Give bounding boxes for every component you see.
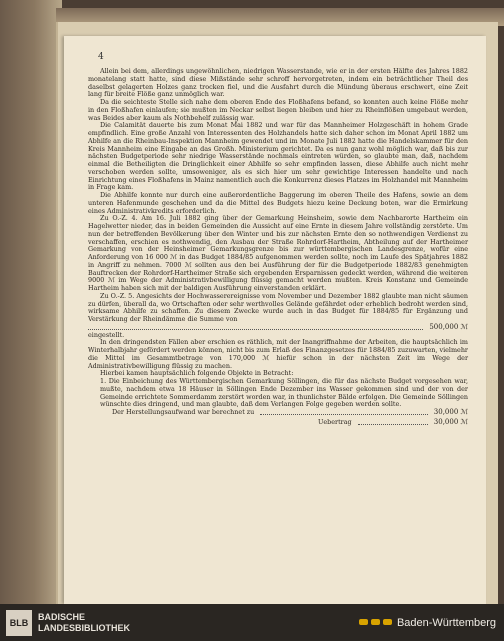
paragraph: In den dringendsten Fällen aber erschien es räthlich, mit der Inangriffnahme der Arbeiten, die hauptsächlich im Winterhalbjahr gefördert werden können, nicht bis zum Erlaß des Finanzgesetzes für 1884/85 zuzuwarten, vielmehr die Mittel im Gesammtbetrage von 170,000 ℳ hiefür schon in der nächsten Zeit im Wege der Administrativbewilligung flüssig zu machen. <box>88 338 468 370</box>
amount-row <box>88 324 468 332</box>
leader-dots <box>358 419 428 425</box>
carry-amount: 30,000 ℳ <box>433 417 468 426</box>
paragraph: Da die seichteste Stelle sich nahe dem oberen Ende des Floßhafens befand, so konnten auch keine Flöße mehr in den Floßhafen einlaufen; sie mußten im Neckar selbst liegen bleiben und hier zu Rheinflößen umgebaut werden, was Beides aber kaum als Nothbehelf zulässig war. <box>88 98 468 122</box>
cost-line-soellingen <box>88 409 468 417</box>
carry-over-line <box>88 419 468 427</box>
list-item: 1. Die Einbeichung des Württembergischen Gemarkung Söllingen, die für das nächste Budget vorgesehen war, mußte, nachdem etwa 18 Häuser in Söllingen Ende Dezember ins Wasser gekommen sind und der von der Gemeinde errichtete Sommerdamm zerstört worden war, in thunlichster Bälde erfolgen. Die Gemeinde Söllingen wünschte dies dringend, und man glaubte, daß dem Verlangen Folge gegeben werden sollte. <box>100 377 468 409</box>
bw-logo-link[interactable] <box>359 613 496 633</box>
paragraph: Zu O.-Z. 5. Angesichts der Hochwasserereignisse vom November und Dezember 1882 glaubte man nicht säumen zu dürfen, überall da, wo Ortschaften oder sehr werthvolles Gelände gefährdet oder erheblich bedroht werden sind, wirksame Abhilfe zu schaffen. Zu diesem Zwecke wurde auch in das Budget für 1884/85 für Ergänzung und Verstärkung der Rheindämme die Summe von <box>88 291 468 323</box>
blb-name-line2: LANDESBIBLIOTHEK <box>38 622 130 633</box>
blb-name <box>38 612 130 634</box>
leader-dots <box>260 409 427 415</box>
page-body-text <box>88 68 468 427</box>
amount-soellingen: 30,000 ℳ <box>433 408 468 416</box>
blb-logo-icon: BLB <box>6 610 32 636</box>
paragraph: Zu O.-Z. 4. Am 16. Juli 1882 ging über der Gemarkung Heinsheim, sowie dem Nachbarorte Hartheim ein Hagelwetter nieder, das in beiden Gemeinden die Aussicht auf eine Ernte in diesem Jahre vollständig zerstörte. Um nun der betreffenden Bevölkerung über den Winter und bis zur nächsten Ernte den so nothwendigen Verdienst zu verschaffen, erschien es nothwendig, den Ausbau der Straße Rohrdorf-Hartheim, Abtheilung auf der Hartheimer Gemarkung von der Heinsheimer Gemarkungsgrenze bis zur württembergischen Landesgrenze, wofür eine Anforderung von 16 000 ℳ in das Budget 1884/85 aufgenommen werden sollte, noch im Laufe des Spätjahres 1882 in Angriff zu nehmen. 7000 ℳ sollten aus den bei Ausführung der für die Budgetperiode 1882/83 genehmigten Bauftrecken der Rohrdorf-Hartheimer Straße sich ergebenden Ersparnissen gedeckt werden, während die weiteren 9000 ℳ im Wege der Administrativbewilligung flüssig gemacht werden mußten. Kreis Konstanz und Gemeinde Hartheim haben sich mit der baldigen Ausführung einverstanden erklärt. <box>88 214 468 292</box>
paragraph: eingestellt. <box>88 330 125 339</box>
bw-label: Baden-Württemberg <box>396 616 496 629</box>
budget-line-rheindaemme <box>88 293 468 324</box>
paragraph: Die Calamität dauerte bis zum Monat Mai 1882 und war für das Mannheimer Holzgeschäft in hohem Grade empfindlich. Eine große Anzahl von Interessenten des Holzhandels hatte sich daher schon im Monat April 1882 um Abhilfe an die Rheinbau-Inspektion Mannheim gewendet und im Monate Juli 1882 hatte die Handelskammer für den Kreis Mannheim eine Eingabe an das Großh. Ministerium gerichtet. Da es nun ganz wohl möglich war, daß bis zur nächsten Budgetperiode sehr niedrige Wasserstände nochmals eintreten würden, so glaubte man, daß, nachdem einmal die Betheiligten die Dringlichkeit einer Abhilfe so sehr empfinden lassen, diese Abhilfe auch nicht mehr verschoben werden sollte, umsoweniger, als es sich hier um sehr gewichtige Interessen handelte und nach Einrichtung eines Floßhafens in Mainz namentlich auch die Konkurrenz dieses Platzes im Holzhandel mit Mannheim in Frage kam. <box>88 121 468 192</box>
blb-logo-link[interactable] <box>6 610 130 636</box>
book-binding <box>0 0 62 604</box>
paragraph: Hierbei kamen hauptsächlich folgende Objekte in Betracht: <box>100 369 294 378</box>
amount-rheindaemme: 500,000 ℳ <box>429 322 468 331</box>
blb-name-line1: BADISCHE <box>38 611 86 622</box>
paragraph: Allein bei dem, allerdings ungewöhnlichen, niedrigen Wasserstande, wie er in der ersten Hälfte des Jahres 1882 monatelang statt hatte, sind diese Mißstände sehr schroff hervorgetreten, indem ein beträchtlicher Theil des daselbst gelagerten Holzes ganz trocken fiel, und die Ausfahrt durch die Mündung überaus erschwert, eine Zeit lang für breite Flöße ganz unmöglich war. <box>88 67 468 99</box>
leader-dots <box>88 324 423 330</box>
cost-label: Der Herstellungsaufwand war berechnet zu <box>112 408 255 416</box>
bw-lions-icon <box>359 613 393 633</box>
carry-label: Uebertrag <box>318 417 352 426</box>
viewer-footer <box>0 604 504 641</box>
paragraph: Die Abhilfe konnte nur durch eine außerordentliche Baggerung im oberen Theile des Hafens, sowie an dem unteren Hafenmunde geschehen und da die Mittel des Budgets hiezu keine Deckung boten, war die Ermirkung eines Administrativkredits erforderlich. <box>88 191 468 215</box>
page-number: 4 <box>98 52 104 62</box>
